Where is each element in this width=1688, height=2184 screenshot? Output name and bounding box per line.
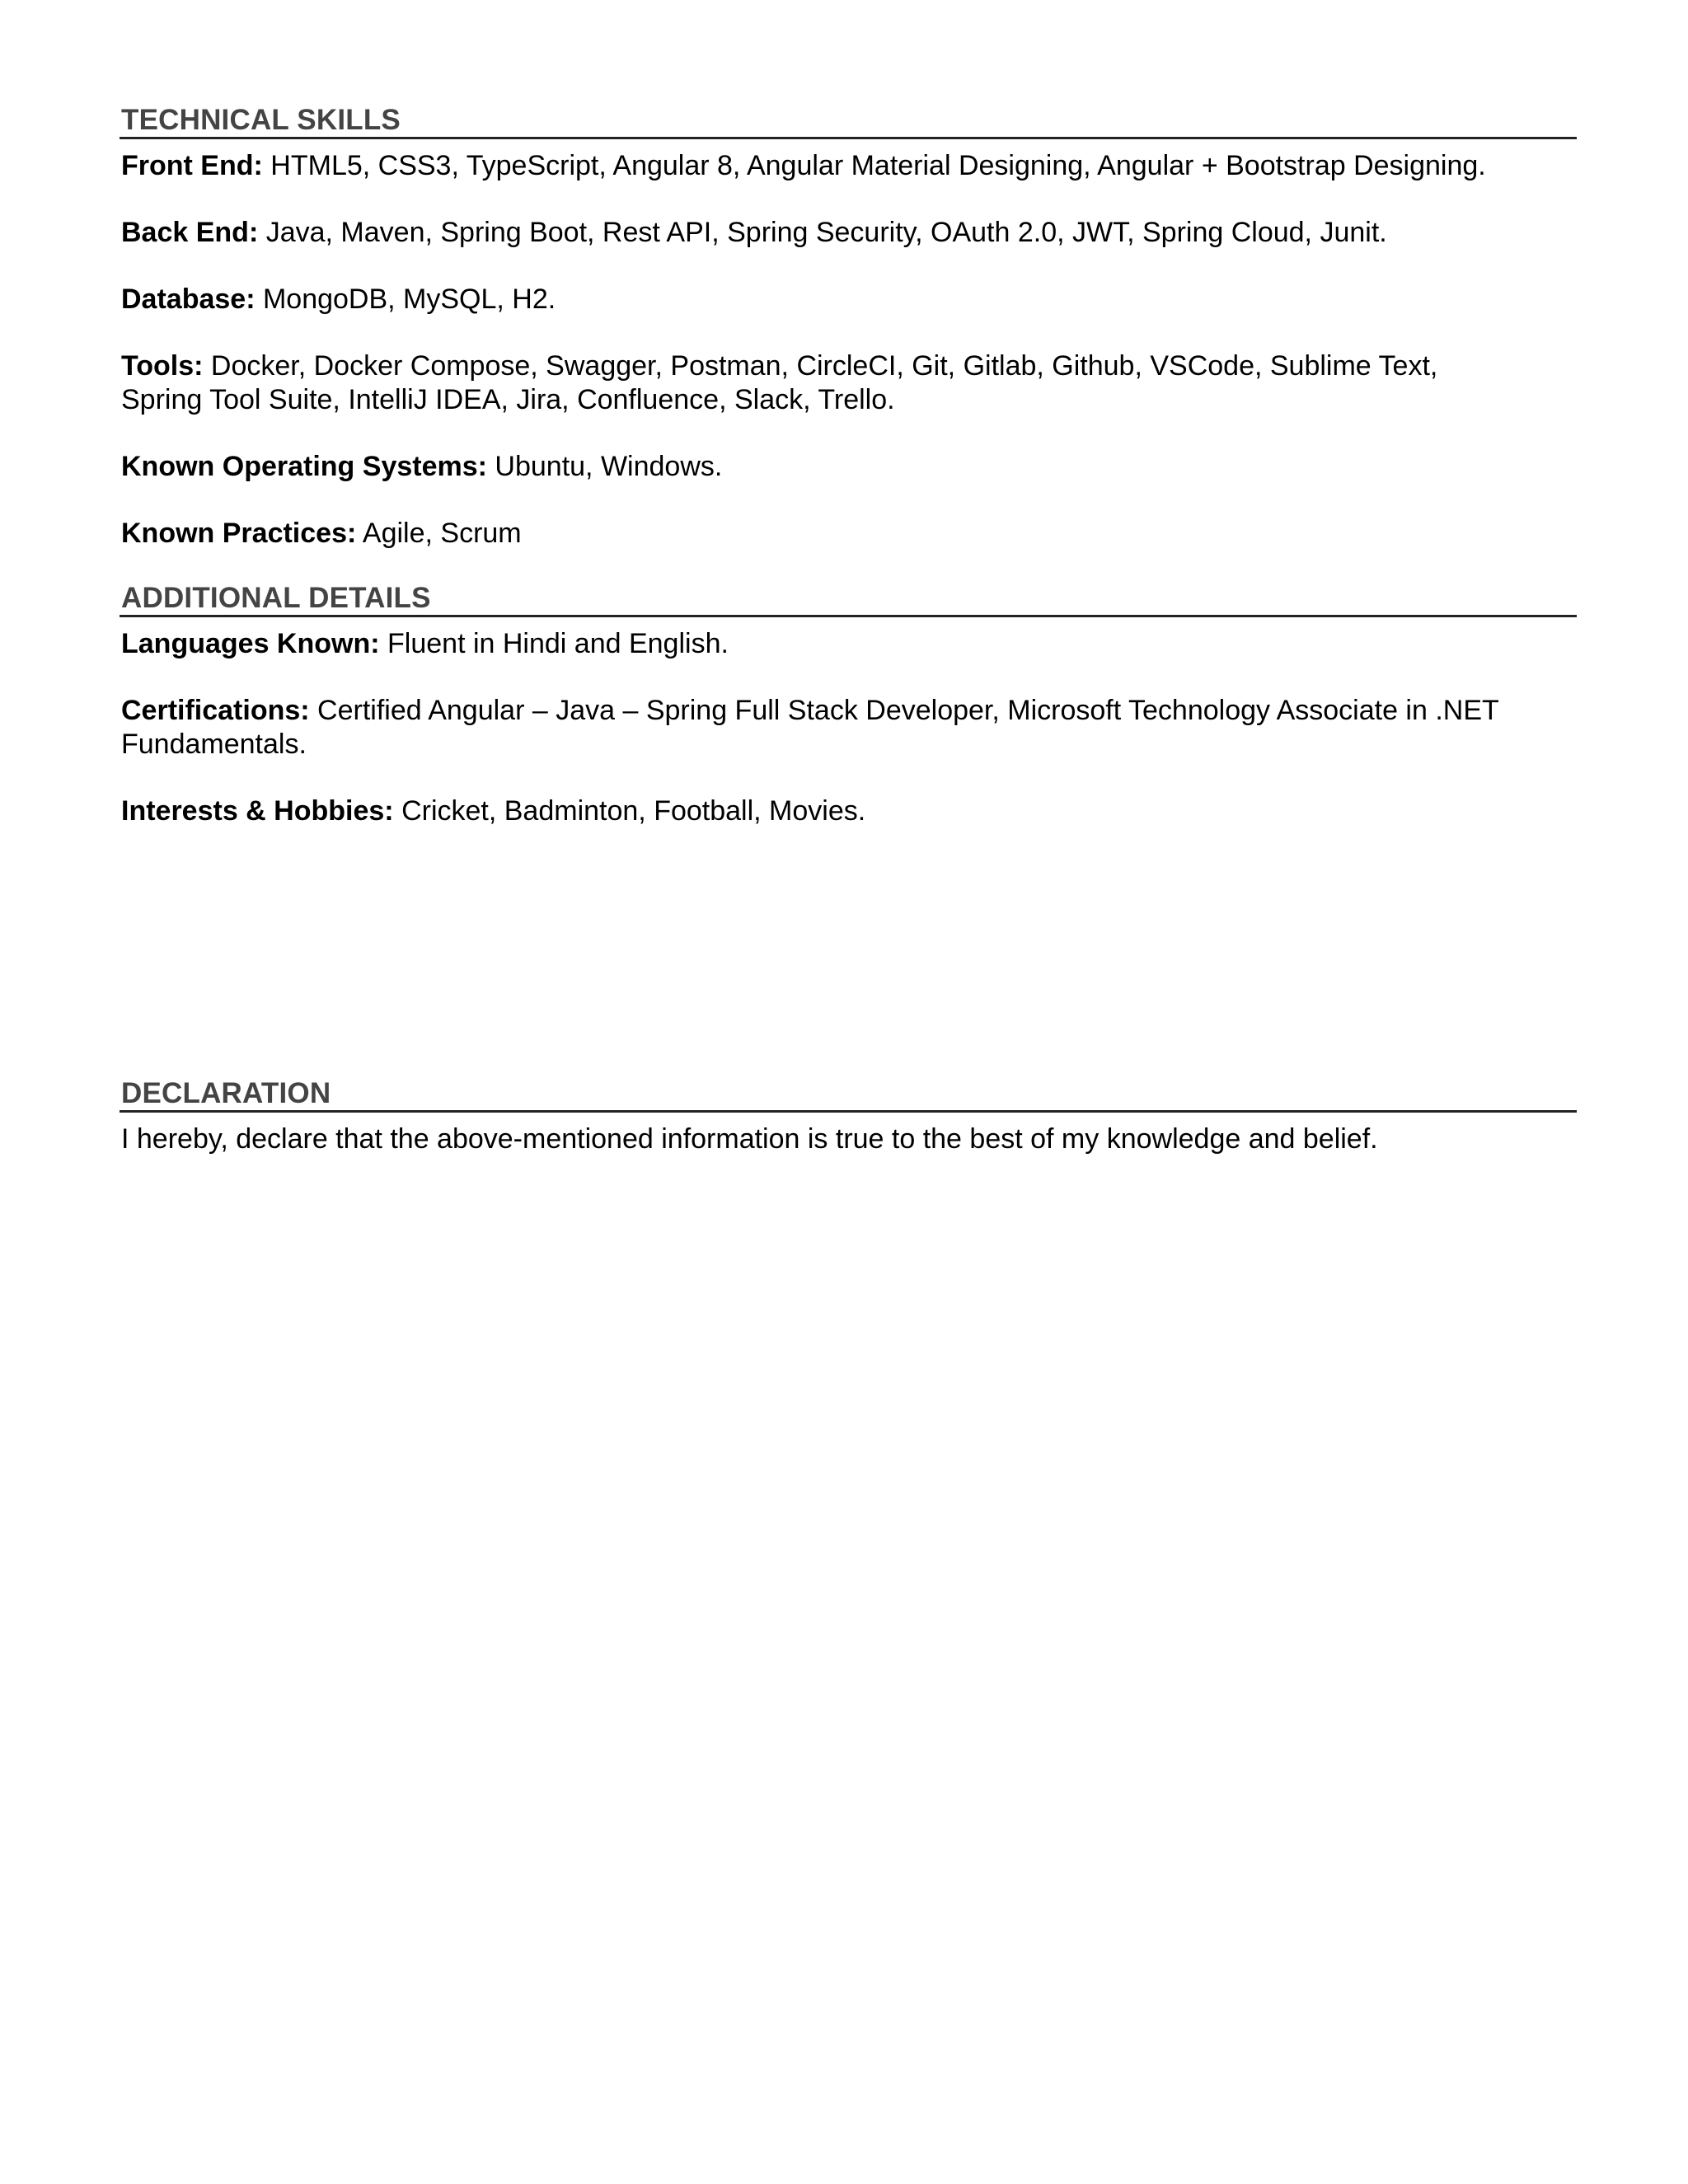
certifications-value: Certified Angular – Java – Spring Full Stack Developer, Microsoft Technology Associate in .NET <box>317 695 1499 726</box>
languages-entry <box>120 627 1577 661</box>
technical-skills-section <box>120 104 1577 551</box>
database-label: Database: <box>121 284 256 315</box>
tools-label: Tools: <box>121 350 204 382</box>
certifications-value-line2: Fundamentals. <box>121 729 307 760</box>
back-end-value: Java, Maven, Spring Boot, Rest API, Spring Security, OAuth 2.0, JWT, Spring Cloud, Junit. <box>265 217 1387 248</box>
operating-systems-value: Ubuntu, Windows. <box>495 451 723 482</box>
tools-value: Docker, Docker Compose, Swagger, Postman, CircleCI, Git, Gitlab, Github, VSCode, Sublime Text, <box>210 350 1438 382</box>
certifications-label: Certifications: <box>121 695 310 726</box>
declaration-section <box>120 1077 1577 1156</box>
front-end-value: HTML5, CSS3, TypeScript, Angular 8, Angular Material Designing, Angular + Bootstrap Designing. <box>270 150 1486 181</box>
back-end-label: Back End: <box>121 217 259 248</box>
practices-value: Agile, Scrum <box>362 518 522 549</box>
front-end-entry <box>120 149 1577 183</box>
technical-skills-heading: TECHNICAL SKILLS <box>120 104 1577 139</box>
additional-details-heading: ADDITIONAL DETAILS <box>120 582 1577 617</box>
declaration-text: I hereby, declare that the above-mentioned information is true to the best of my knowledge and belief. <box>121 1123 1378 1155</box>
operating-systems-label: Known Operating Systems: <box>121 451 487 482</box>
database-value: MongoDB, MySQL, H2. <box>262 284 556 315</box>
resume-content <box>120 104 1577 1156</box>
declaration-heading: DECLARATION <box>120 1077 1577 1113</box>
database-entry <box>120 283 1577 316</box>
front-end-label: Front End: <box>121 150 263 181</box>
additional-details-section <box>120 582 1577 828</box>
operating-systems-entry <box>120 450 1577 484</box>
tools-value-line2: Spring Tool Suite, IntelliJ IDEA, Jira, Confluence, Slack, Trello. <box>121 384 895 415</box>
languages-label: Languages Known: <box>121 628 380 659</box>
interests-label: Interests & Hobbies: <box>121 795 394 827</box>
practices-entry <box>120 517 1577 551</box>
interests-value: Cricket, Badminton, Football, Movies. <box>401 795 866 827</box>
interests-entry <box>120 794 1577 828</box>
back-end-entry <box>120 216 1577 250</box>
tools-entry <box>120 349 1577 417</box>
languages-value: Fluent in Hindi and English. <box>387 628 729 659</box>
practices-label: Known Practices: <box>121 518 357 549</box>
certifications-entry <box>120 694 1577 762</box>
